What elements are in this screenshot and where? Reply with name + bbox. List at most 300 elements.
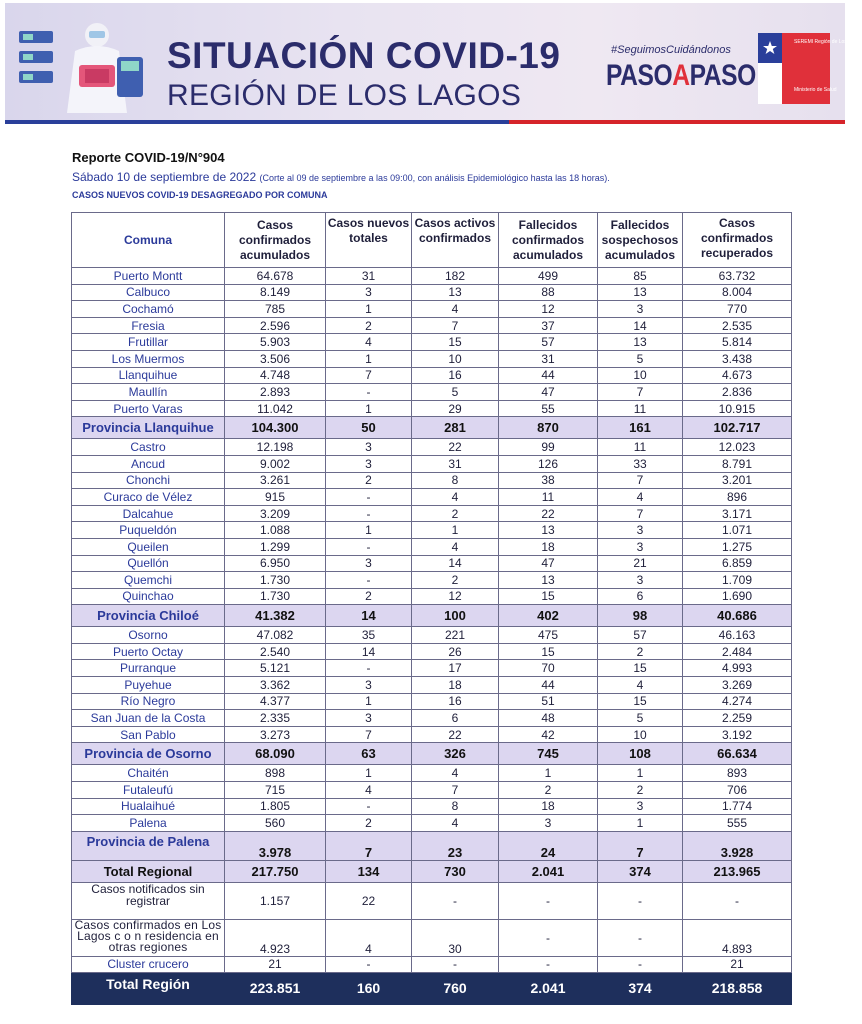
table-cell: -: [412, 882, 499, 919]
table-cell: -: [412, 956, 499, 972]
table-cell: 13: [412, 284, 499, 301]
row-label: Castro: [72, 439, 225, 456]
table-cell: 4.993: [683, 660, 792, 677]
table-cell: 3.209: [225, 505, 326, 522]
row-label: Provincia de Palena: [72, 831, 225, 860]
row-label: Puqueldón: [72, 522, 225, 539]
table-cell: 1: [499, 765, 598, 782]
row-label: Curaco de Vélez: [72, 489, 225, 506]
table-cell: 38: [499, 472, 598, 489]
table-cell: -: [326, 538, 412, 555]
table-cell: 706: [683, 782, 792, 799]
table-cell: 770: [683, 301, 792, 318]
header-casos-nuevos: Casos nuevos totales: [326, 213, 412, 268]
row-label: San Pablo: [72, 726, 225, 743]
ministerio-label: Ministerio de Salud: [794, 87, 837, 93]
table-cell: 5.814: [683, 334, 792, 351]
table-cell: 4: [412, 489, 499, 506]
table-cell: 22: [326, 882, 412, 919]
table-cell: 9.002: [225, 455, 326, 472]
table-row-cluster: [72, 956, 792, 972]
report-subtitle: CASOS NUEVOS COVID-19 DESAGREGADO POR COMUNA: [72, 190, 328, 200]
table-cell: 281: [412, 417, 499, 439]
table-cell: 785: [225, 301, 326, 318]
table-cell: 4: [326, 334, 412, 351]
table-cell: 5: [598, 710, 683, 727]
table-cell: 35: [326, 627, 412, 644]
table-cell: 134: [326, 860, 412, 882]
table-cell: 3.261: [225, 472, 326, 489]
table-cell: 47: [499, 555, 598, 572]
row-label: Quemchi: [72, 572, 225, 589]
row-label: Total Regional: [72, 860, 225, 882]
table-cell: 4.377: [225, 693, 326, 710]
table-cell: 326: [412, 743, 499, 765]
table-cell: 1.275: [683, 538, 792, 555]
table-cell: 7: [412, 317, 499, 334]
table-cell: 1: [326, 765, 412, 782]
table-cell: -: [598, 919, 683, 956]
table-cell: 44: [499, 677, 598, 694]
table-cell: 4: [326, 782, 412, 799]
table-cell: 99: [499, 439, 598, 456]
table-cell: 8: [412, 798, 499, 815]
table-cell: 223.851: [225, 972, 326, 1004]
row-label: Puerto Montt: [72, 268, 225, 285]
table-row: [72, 798, 792, 815]
row-label: Chaitén: [72, 765, 225, 782]
table-cell: 6: [598, 588, 683, 605]
table-row: [72, 268, 792, 285]
table-cell: 218.858: [683, 972, 792, 1004]
row-label: Futaleufú: [72, 782, 225, 799]
table-cell: 3: [598, 572, 683, 589]
table-cell: 1.730: [225, 572, 326, 589]
table-cell: -: [499, 956, 598, 972]
table-cell: 12.023: [683, 439, 792, 456]
table-cell: 7: [598, 472, 683, 489]
table-cell: -: [326, 572, 412, 589]
table-row: [72, 538, 792, 555]
table-cell: 1: [412, 522, 499, 539]
table-cell: 6: [412, 710, 499, 727]
banner-divider: [5, 120, 845, 124]
table-cell: 1.157: [225, 882, 326, 919]
table-cell: 7: [326, 831, 412, 860]
row-label: Provincia Llanquihue: [72, 417, 225, 439]
covid-table: [71, 212, 792, 1005]
table-cell: 3: [598, 798, 683, 815]
table-cell: -: [326, 956, 412, 972]
table-cell: 402: [499, 605, 598, 627]
table-cell: 6.950: [225, 555, 326, 572]
row-label: Total Región: [72, 972, 225, 1004]
table-cell: 374: [598, 972, 683, 1004]
table-cell: 14: [326, 605, 412, 627]
row-label: Frutillar: [72, 334, 225, 351]
table-cell: 4: [598, 489, 683, 506]
table-cell: -: [326, 660, 412, 677]
table-row: [72, 317, 792, 334]
table-cell: 4.274: [683, 693, 792, 710]
report-title: Reporte COVID-19/N°904: [72, 150, 225, 165]
table-header-row: [72, 213, 792, 268]
row-label: Palena: [72, 815, 225, 832]
row-label: Puerto Octay: [72, 643, 225, 660]
table-cell: 14: [412, 555, 499, 572]
table-cell: 104.300: [225, 417, 326, 439]
table-cell: 4: [598, 677, 683, 694]
table-cell: 14: [326, 643, 412, 660]
healthcare-worker-illustration: [19, 17, 149, 117]
table-cell: 4.673: [683, 367, 792, 384]
table-row: [72, 572, 792, 589]
table-cell: 3: [326, 710, 412, 727]
table-cell: 46.163: [683, 627, 792, 644]
table-cell: 13: [598, 334, 683, 351]
table-cell: 63: [326, 743, 412, 765]
table-cell: 499: [499, 268, 598, 285]
table-cell: 1: [326, 301, 412, 318]
table-cell: 1: [598, 815, 683, 832]
table-row-otras-regiones: [72, 919, 792, 956]
table-cell: 15: [499, 588, 598, 605]
table-cell: 2.484: [683, 643, 792, 660]
table-cell: 2: [412, 505, 499, 522]
table-cell: 88: [499, 284, 598, 301]
table-cell: 13: [598, 284, 683, 301]
table-cell: 8: [412, 472, 499, 489]
table-cell: 2: [326, 815, 412, 832]
table-cell: 1: [326, 400, 412, 417]
table-cell: 1.299: [225, 538, 326, 555]
table-row-notificados: [72, 882, 792, 919]
table-cell: -: [598, 956, 683, 972]
star-icon: [763, 41, 777, 55]
table-cell: 221: [412, 627, 499, 644]
table-cell: 5: [598, 350, 683, 367]
row-label: Fresia: [72, 317, 225, 334]
table-cell: 18: [412, 677, 499, 694]
table-cell: 4.748: [225, 367, 326, 384]
row-label: Provincia de Osorno: [72, 743, 225, 765]
table-cell: 15: [598, 660, 683, 677]
table-cell: 915: [225, 489, 326, 506]
header-fallecidos-sospechosos: Fallecidos sospechosos acumulados: [598, 213, 683, 268]
table-cell: 3: [598, 538, 683, 555]
row-label: Calbuco: [72, 284, 225, 301]
table-cell: 5.121: [225, 660, 326, 677]
header-comuna: Comuna: [72, 213, 225, 268]
table-cell: 760: [412, 972, 499, 1004]
table-cell: -: [326, 798, 412, 815]
table-row: [72, 555, 792, 572]
table-row: [72, 472, 792, 489]
table-cell: 5.903: [225, 334, 326, 351]
header-recuperados: Casos confirmados recuperados: [683, 213, 792, 268]
table-row: [72, 301, 792, 318]
table-cell: 10: [412, 350, 499, 367]
table-cell: 47.082: [225, 627, 326, 644]
table-row: [72, 367, 792, 384]
row-label: Puerto Varas: [72, 400, 225, 417]
table-cell: 68.090: [225, 743, 326, 765]
table-cell: 2: [326, 472, 412, 489]
row-label: Osorno: [72, 627, 225, 644]
table-cell: 7: [598, 505, 683, 522]
table-cell: 898: [225, 765, 326, 782]
table-cell: 2.893: [225, 384, 326, 401]
table-cell: 2.041: [499, 972, 598, 1004]
table-cell: 1.774: [683, 798, 792, 815]
table-cell: 70: [499, 660, 598, 677]
table-cell: 1.805: [225, 798, 326, 815]
table-cell: 108: [598, 743, 683, 765]
table-cell: 11.042: [225, 400, 326, 417]
table-cell: 3.273: [225, 726, 326, 743]
table-cell: 57: [499, 334, 598, 351]
table-cell: 4.893: [683, 919, 792, 956]
table-row-total-regional: [72, 860, 792, 882]
table-cell: 15: [499, 643, 598, 660]
table-cell: 126: [499, 455, 598, 472]
table-cell: 8.004: [683, 284, 792, 301]
row-label: Puyehue: [72, 677, 225, 694]
table-cell: 1.709: [683, 572, 792, 589]
table-cell: 21: [225, 956, 326, 972]
row-label: Dalcahue: [72, 505, 225, 522]
table-cell: 745: [499, 743, 598, 765]
table-row: [72, 350, 792, 367]
table-cell: 3: [598, 301, 683, 318]
table-cell: 4: [412, 815, 499, 832]
table-cell: 16: [412, 693, 499, 710]
table-cell: 10: [598, 367, 683, 384]
row-label: Quinchao: [72, 588, 225, 605]
table-cell: 47: [499, 384, 598, 401]
table-cell: 7: [412, 782, 499, 799]
table-row: [72, 660, 792, 677]
table-cell: 2: [326, 588, 412, 605]
table-cell: 161: [598, 417, 683, 439]
table-cell: 18: [499, 798, 598, 815]
table-row-provincia: [72, 417, 792, 439]
header-casos-acumulados: Casos confirmados acumulados: [225, 213, 326, 268]
table-row: [72, 765, 792, 782]
table-cell: 3.171: [683, 505, 792, 522]
table-cell: 98: [598, 605, 683, 627]
table-cell: 555: [683, 815, 792, 832]
table-cell: 1.690: [683, 588, 792, 605]
table-cell: 33: [598, 455, 683, 472]
table-cell: 1: [598, 765, 683, 782]
table-row: [72, 710, 792, 727]
table-cell: 15: [598, 693, 683, 710]
table-cell: 3.506: [225, 350, 326, 367]
table-cell: 15: [412, 334, 499, 351]
table-cell: 730: [412, 860, 499, 882]
table-cell: 3.978: [225, 831, 326, 860]
header-banner: [5, 3, 862, 120]
table-cell: 475: [499, 627, 598, 644]
table-cell: 37: [499, 317, 598, 334]
table-cell: 55: [499, 400, 598, 417]
row-label: Los Muermos: [72, 350, 225, 367]
table-cell: 4: [412, 301, 499, 318]
table-cell: 64.678: [225, 268, 326, 285]
table-cell: 30: [412, 919, 499, 956]
table-row: [72, 384, 792, 401]
table-cell: 51: [499, 693, 598, 710]
paso-a-paso-logo: PASOAPASO: [606, 59, 756, 92]
row-label: Hualaihué: [72, 798, 225, 815]
table-cell: 85: [598, 268, 683, 285]
table-row: [72, 815, 792, 832]
table-cell: 21: [598, 555, 683, 572]
page-title: SITUACIÓN COVID-19: [167, 35, 561, 76]
table-cell: 10.915: [683, 400, 792, 417]
table-row: [72, 522, 792, 539]
table-cell: -: [499, 919, 598, 956]
table-cell: 4: [412, 538, 499, 555]
table-cell: 1.071: [683, 522, 792, 539]
table-cell: 3.192: [683, 726, 792, 743]
table-cell: 11: [499, 489, 598, 506]
table-cell: 10: [598, 726, 683, 743]
table-cell: 2: [499, 782, 598, 799]
table-cell: 57: [598, 627, 683, 644]
table-row: [72, 334, 792, 351]
header-casos-activos: Casos activos confirmados: [412, 213, 499, 268]
government-logo: [758, 33, 862, 104]
table-cell: 7: [326, 726, 412, 743]
table-cell: 3: [598, 522, 683, 539]
table-cell: 893: [683, 765, 792, 782]
table-cell: 1: [326, 522, 412, 539]
table-cell: 2: [598, 782, 683, 799]
table-cell: 7: [598, 384, 683, 401]
table-cell: 16: [412, 367, 499, 384]
table-cell: -: [326, 505, 412, 522]
table-cell: 31: [412, 455, 499, 472]
table-row: [72, 455, 792, 472]
table-cell: 14: [598, 317, 683, 334]
table-cell: 3.201: [683, 472, 792, 489]
table-row: [72, 505, 792, 522]
table-cell: 213.965: [683, 860, 792, 882]
table-cell: 7: [326, 367, 412, 384]
table-cell: 3: [326, 455, 412, 472]
table-cell: 8.791: [683, 455, 792, 472]
table-cell: 41.382: [225, 605, 326, 627]
table-cell: 3: [326, 284, 412, 301]
table-cell: 2: [412, 572, 499, 589]
table-cell: 1: [326, 693, 412, 710]
row-label: Río Negro: [72, 693, 225, 710]
table-cell: 5: [412, 384, 499, 401]
table-cell: -: [683, 882, 792, 919]
table-row: [72, 284, 792, 301]
table-cell: 2.041: [499, 860, 598, 882]
table-row: [72, 627, 792, 644]
row-label: Cochamó: [72, 301, 225, 318]
table-cell: 2: [598, 643, 683, 660]
table-cell: 50: [326, 417, 412, 439]
table-cell: 160: [326, 972, 412, 1004]
table-cell: 3: [326, 439, 412, 456]
table-cell: 4: [412, 765, 499, 782]
seremi-label: SEREMI Región de Los Lagos: [794, 39, 862, 45]
row-label: Quellón: [72, 555, 225, 572]
table-row-provincia: [72, 743, 792, 765]
table-cell: 26: [412, 643, 499, 660]
campaign-hashtag: #SeguimosCuidándonos: [611, 44, 731, 56]
table-cell: -: [499, 882, 598, 919]
table-row: [72, 588, 792, 605]
row-label: Casos notificados sin registrar: [72, 882, 225, 919]
table-row: [72, 693, 792, 710]
table-cell: 8.149: [225, 284, 326, 301]
table-cell: 21: [683, 956, 792, 972]
table-cell: 6.859: [683, 555, 792, 572]
table-cell: 3: [326, 555, 412, 572]
table-cell: 12: [412, 588, 499, 605]
table-cell: 17: [412, 660, 499, 677]
table-cell: 715: [225, 782, 326, 799]
table-cell: 374: [598, 860, 683, 882]
table-cell: 31: [499, 350, 598, 367]
table-cell: 3: [499, 815, 598, 832]
table-cell: 13: [499, 522, 598, 539]
table-cell: 3.269: [683, 677, 792, 694]
table-cell: 2.596: [225, 317, 326, 334]
table-cell: 1.088: [225, 522, 326, 539]
table-cell: -: [326, 384, 412, 401]
table-cell: 2.259: [683, 710, 792, 727]
table-cell: 23: [412, 831, 499, 860]
table-cell: 22: [412, 726, 499, 743]
row-label: Provincia Chiloé: [72, 605, 225, 627]
table-cell: 2: [326, 317, 412, 334]
table-cell: 63.732: [683, 268, 792, 285]
table-cell: 3: [326, 677, 412, 694]
header-fallecidos-confirmados: Fallecidos confirmados acumulados: [499, 213, 598, 268]
table-row: [72, 677, 792, 694]
table-cell: 29: [412, 400, 499, 417]
table-cell: -: [326, 489, 412, 506]
page-subtitle: REGIÓN DE LOS LAGOS: [167, 79, 522, 112]
table-cell: 66.634: [683, 743, 792, 765]
row-label: Maullín: [72, 384, 225, 401]
row-label: Purranque: [72, 660, 225, 677]
table-cell: 44: [499, 367, 598, 384]
table-cell: 1: [326, 350, 412, 367]
table-row-provincia-palena: [72, 831, 792, 860]
table-cell: 22: [412, 439, 499, 456]
row-label: Llanquihue: [72, 367, 225, 384]
table-cell: 560: [225, 815, 326, 832]
table-cell: 2.335: [225, 710, 326, 727]
table-row: [72, 782, 792, 799]
row-label: Queilen: [72, 538, 225, 555]
table-cell: 7: [598, 831, 683, 860]
table-row: [72, 726, 792, 743]
row-label: San Juan de la Costa: [72, 710, 225, 727]
table-cell: 2.836: [683, 384, 792, 401]
table-cell: 40.686: [683, 605, 792, 627]
table-cell: 24: [499, 831, 598, 860]
table-cell: 870: [499, 417, 598, 439]
